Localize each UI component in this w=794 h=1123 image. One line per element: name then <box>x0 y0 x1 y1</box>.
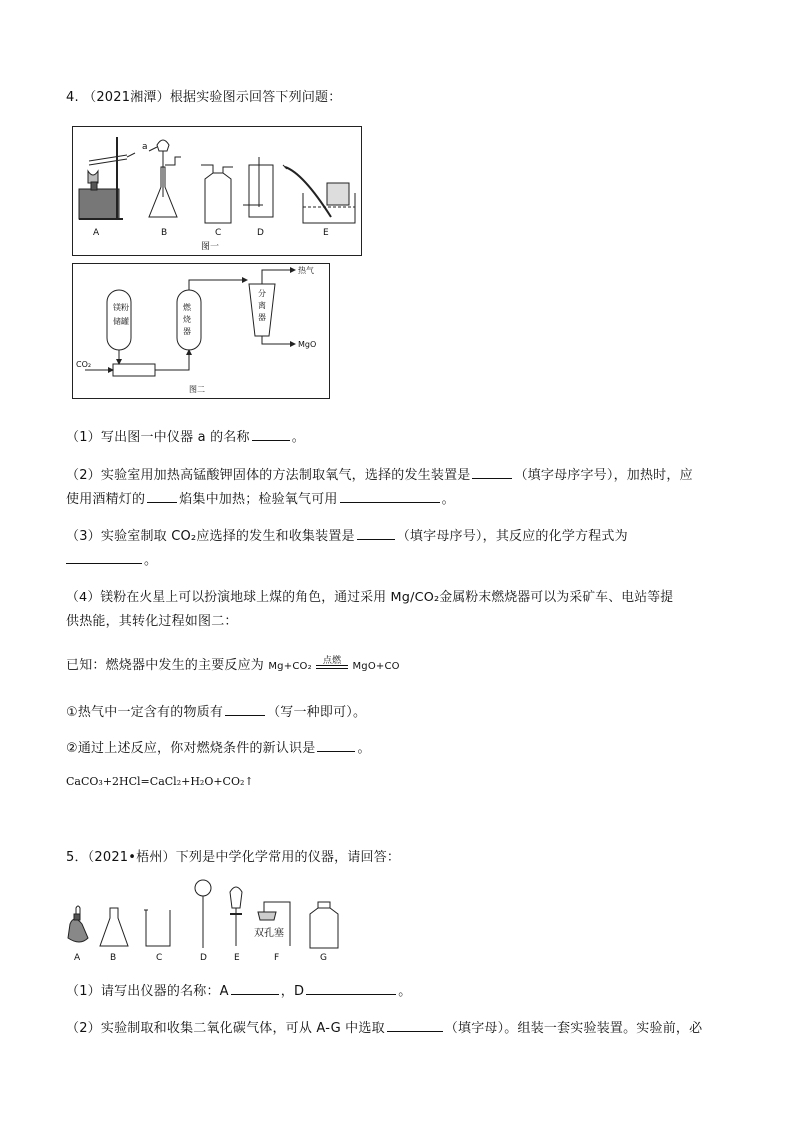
figure-2 <box>72 263 330 399</box>
q4-part1 <box>66 426 305 445</box>
separator-label-3: 器 <box>258 313 266 322</box>
q4-part1-text: （1）写出图一中仪器 a 的名称 <box>66 430 250 445</box>
answer-blank[interactable] <box>357 527 395 540</box>
reaction-rhs: MgO+CO <box>352 661 400 672</box>
reaction-lhs: Mg+CO₂ <box>268 661 312 672</box>
separator-label-1: 分 <box>258 289 266 298</box>
q4-part2-text-b: （填字母序字号），加热时，应 <box>514 468 693 483</box>
q4-part3-text-b: （填字母序号），其反应的化学方程式为 <box>396 529 628 544</box>
answer-blank[interactable] <box>306 982 396 995</box>
answer-blank[interactable] <box>472 466 512 479</box>
q5-part1 <box>66 980 411 999</box>
apparatus-drawing-2 <box>62 874 362 964</box>
q5-heading: 5．（2021•梧州）下列是中学化学常用的仪器，请回答： <box>66 850 401 865</box>
q5-label-G: G <box>320 953 327 963</box>
burner-label-2: 烧 <box>183 315 191 324</box>
q4-part2-text-c: 使用酒精灯的 <box>66 492 146 507</box>
q4-part4-line1: （4）镁粉在火星上可以扮演地球上煤的角色，通过采用 Mg/CO₂金属粉末燃烧器可以为采矿车、电站等提 <box>66 590 674 605</box>
q4-sub2-text-a: ②通过上述反应，你对燃烧条件的新认识是 <box>66 741 316 756</box>
q4-part3-text-a: （3）实验室制取 CO₂应选择的发生和收集装置是 <box>66 529 355 544</box>
q5-label-E: E <box>234 953 240 963</box>
known-text: 已知：燃烧器中发生的主要反应为 <box>66 658 265 673</box>
fig1-label-D: D <box>257 228 264 238</box>
q5-label-C: C <box>156 953 163 963</box>
burner-label-3: 器 <box>183 327 191 336</box>
answer-equation: CaCO₃+2HCl=CaCl₂+H₂O+CO₂↑ <box>66 775 254 788</box>
q5-part2 <box>66 1017 702 1036</box>
q4-sub1-text-a: ①热气中一定含有的物质有 <box>66 705 224 720</box>
q5-label-F: F <box>274 953 280 963</box>
q4-heading: 4. （2021湘潭）根据实验图示回答下列问题： <box>66 90 342 105</box>
q5-part2-text-a: （2）实验制取和收集二氧化碳气体，可从 A-G 中选取 <box>66 1021 385 1036</box>
answer-blank[interactable] <box>147 490 177 503</box>
q4-part4-line2: 供热能，其转化过程如图二： <box>66 614 238 629</box>
hot-gas-label: 热气 <box>298 266 314 275</box>
q5-part2-text-b: （填字母）。组装一套实验装置。实验前，必 <box>444 1021 703 1036</box>
apparatus-drawing-1 <box>73 127 361 255</box>
known-reaction <box>66 654 400 673</box>
q5-part1-text-a: （1）请写出仪器的名称：A <box>66 984 229 999</box>
fig1-label-A: A <box>93 228 100 238</box>
fig1-label-C: C <box>215 228 222 238</box>
reaction-condition <box>316 656 348 669</box>
answer-blank[interactable] <box>252 428 290 441</box>
fig1-label-a: a <box>142 142 148 152</box>
q5-label-A: A <box>74 953 81 963</box>
q4-part2-text-d: 焰集中加热；检验氧气可用 <box>179 492 338 507</box>
q4-sub1-text-b: （写一种即可）。 <box>267 705 367 720</box>
q4-part1-end: 。 <box>291 430 305 445</box>
q4-sub1 <box>66 701 366 720</box>
q5-label-B: B <box>110 953 117 963</box>
q4-part2-line2 <box>66 488 455 507</box>
q4-part2-line1 <box>66 464 693 483</box>
q4-sub2-text-b: 。 <box>357 741 371 756</box>
process-diagram <box>73 264 329 398</box>
figure-1 <box>72 126 362 256</box>
q4-part3-text-c: 。 <box>144 553 158 568</box>
stopper-label: 双孔塞 <box>254 928 284 939</box>
fig2-caption: 图二 <box>189 385 205 394</box>
q4-part2-text-a: （2）实验室用加热高锰酸钾固体的方法制取氧气，选择的发生装置是 <box>66 468 471 483</box>
reaction-condition-text: 点燃 <box>322 656 342 666</box>
fig1-label-E: E <box>323 228 329 238</box>
q5-part1-text-c: 。 <box>398 984 412 999</box>
answer-blank[interactable] <box>340 490 440 503</box>
q4-part2-text-e: 。 <box>441 492 455 507</box>
burner-label-1: 燃 <box>183 303 191 312</box>
mgo-label: MgO <box>298 340 317 349</box>
q5-part1-text-b: ，D <box>280 984 305 999</box>
answer-blank[interactable] <box>231 982 279 995</box>
q4-part3-line1 <box>66 525 628 544</box>
answer-blank[interactable] <box>225 703 265 716</box>
answer-blank[interactable] <box>66 551 142 564</box>
q5-label-D: D <box>200 953 207 963</box>
answer-blank[interactable] <box>317 739 355 752</box>
q4-sub2 <box>66 737 371 756</box>
separator-label-2: 离 <box>258 301 266 310</box>
fig1-label-B: B <box>161 228 168 238</box>
storage-label-1: 镁粉 <box>113 303 129 312</box>
answer-blank[interactable] <box>387 1019 443 1032</box>
fig1-caption: 图一 <box>201 242 220 252</box>
q4-part3-line2 <box>66 549 157 568</box>
co2-label: CO₂ <box>76 360 92 369</box>
storage-label-2: 储罐 <box>113 317 129 326</box>
figure-3 <box>62 874 362 964</box>
